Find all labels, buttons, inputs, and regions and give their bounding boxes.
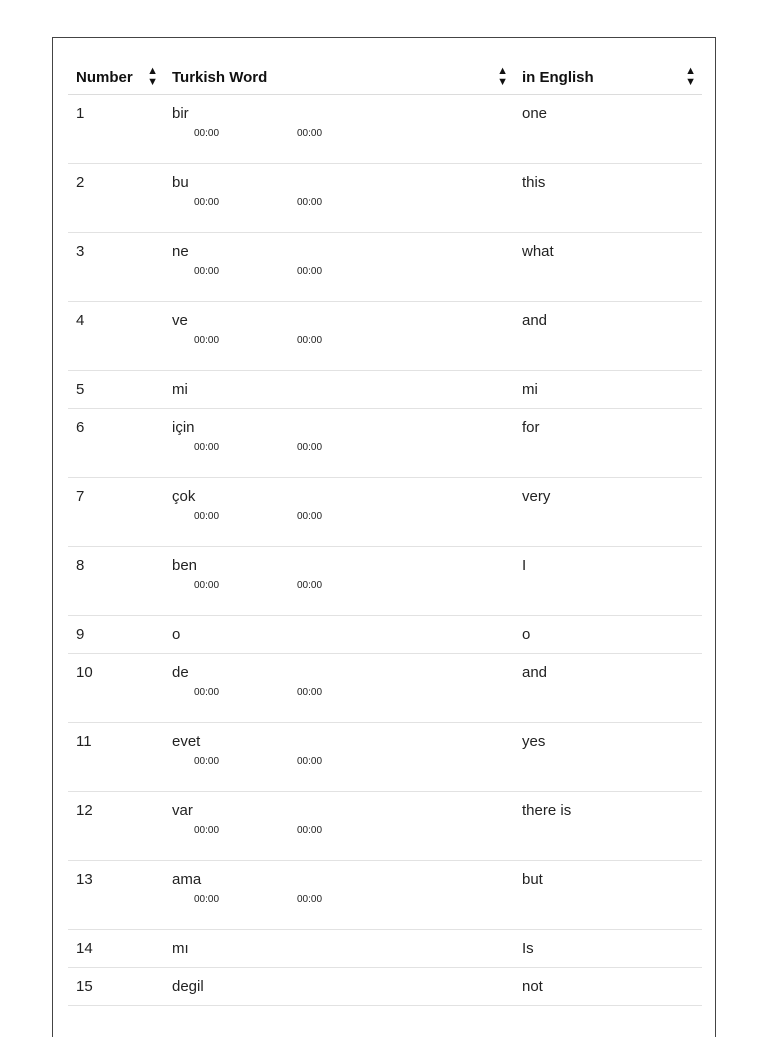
cell-english: there is xyxy=(514,792,702,861)
cell-english: Is xyxy=(514,930,702,968)
cell-turkish-word xyxy=(164,409,514,478)
cell-number: 10 xyxy=(68,654,164,723)
cell-number: 12 xyxy=(68,792,164,861)
cell-english: very xyxy=(514,478,702,547)
audio-duration: 00:00 xyxy=(297,580,323,591)
word-table-container xyxy=(52,37,716,1037)
column-header-label: Number xyxy=(76,68,133,86)
sort-updown-icon[interactable]: ▲ ▼ xyxy=(497,65,508,88)
audio-duration: 00:00 xyxy=(297,197,323,208)
sort-updown-icon[interactable]: ▲ ▼ xyxy=(685,65,696,88)
audio-player[interactable] xyxy=(172,507,506,531)
audio-player[interactable] xyxy=(172,683,506,707)
table-row xyxy=(68,930,702,968)
cell-turkish-word xyxy=(164,930,514,968)
cell-turkish-word xyxy=(164,861,514,930)
table-row xyxy=(68,233,702,302)
turkish-word: bu xyxy=(172,174,189,191)
cell-english: but xyxy=(514,861,702,930)
cell-number: 14 xyxy=(68,930,164,968)
turkish-word: bir xyxy=(172,105,189,122)
audio-duration: 00:00 xyxy=(297,128,323,139)
audio-duration: 00:00 xyxy=(297,442,323,453)
audio-duration: 00:00 xyxy=(297,756,323,767)
column-header-label: Turkish Word xyxy=(172,68,268,86)
audio-player[interactable] xyxy=(172,331,506,355)
audio-current-time: 00:00 xyxy=(194,442,220,453)
turkish-word: o xyxy=(172,626,181,643)
table-row xyxy=(68,164,702,233)
turkish-word: ve xyxy=(172,312,188,329)
cell-english: one xyxy=(514,95,702,164)
turkish-word: var xyxy=(172,802,193,819)
table-header-row xyxy=(68,60,702,95)
cell-english: what xyxy=(514,233,702,302)
cell-number: 13 xyxy=(68,861,164,930)
audio-player[interactable] xyxy=(172,752,506,776)
cell-number: 11 xyxy=(68,723,164,792)
turkish-word: de xyxy=(172,664,189,681)
cell-turkish-word xyxy=(164,723,514,792)
turkish-word: için xyxy=(172,419,195,436)
table-row xyxy=(68,723,702,792)
cell-number: 2 xyxy=(68,164,164,233)
audio-player[interactable] xyxy=(172,262,506,286)
table-row xyxy=(68,861,702,930)
cell-turkish-word xyxy=(164,302,514,371)
table-row xyxy=(68,654,702,723)
turkish-word: ama xyxy=(172,871,202,888)
table-row xyxy=(68,616,702,654)
audio-player[interactable] xyxy=(172,193,506,217)
turkish-word: mi xyxy=(172,381,188,398)
cell-english: mi xyxy=(514,371,702,409)
table-row xyxy=(68,302,702,371)
audio-current-time: 00:00 xyxy=(194,197,220,208)
cell-turkish-word xyxy=(164,233,514,302)
turkish-word: ben xyxy=(172,557,198,574)
audio-duration: 00:00 xyxy=(297,894,323,905)
turkish-word: çok xyxy=(172,488,196,505)
cell-turkish-word xyxy=(164,95,514,164)
column-header-number[interactable] xyxy=(68,60,164,95)
audio-duration: 00:00 xyxy=(297,825,323,836)
audio-current-time: 00:00 xyxy=(194,894,220,905)
cell-turkish-word xyxy=(164,478,514,547)
column-header-turkish-word[interactable] xyxy=(164,60,514,95)
audio-current-time: 00:00 xyxy=(194,128,220,139)
turkish-word: evet xyxy=(172,733,201,750)
audio-current-time: 00:00 xyxy=(194,335,220,346)
cell-english: I xyxy=(514,547,702,616)
table-row xyxy=(68,371,702,409)
audio-duration: 00:00 xyxy=(297,266,323,277)
cell-turkish-word xyxy=(164,371,514,409)
audio-player[interactable] xyxy=(172,890,506,914)
audio-duration: 00:00 xyxy=(297,335,323,346)
cell-number: 8 xyxy=(68,547,164,616)
table-row xyxy=(68,547,702,616)
cell-number: 9 xyxy=(68,616,164,654)
audio-current-time: 00:00 xyxy=(194,687,220,698)
cell-english: o xyxy=(514,616,702,654)
table-row xyxy=(68,968,702,1006)
audio-current-time: 00:00 xyxy=(194,756,220,767)
cell-number: 1 xyxy=(68,95,164,164)
audio-player[interactable] xyxy=(172,124,506,148)
cell-number: 7 xyxy=(68,478,164,547)
audio-duration: 00:00 xyxy=(297,511,323,522)
column-header-in-english[interactable] xyxy=(514,60,702,95)
audio-player[interactable] xyxy=(172,821,506,845)
turkish-word: degil xyxy=(172,978,204,995)
cell-english: not xyxy=(514,968,702,1006)
audio-current-time: 00:00 xyxy=(194,580,220,591)
table-row xyxy=(68,409,702,478)
cell-english: for xyxy=(514,409,702,478)
cell-turkish-word xyxy=(164,547,514,616)
cell-number: 6 xyxy=(68,409,164,478)
audio-current-time: 00:00 xyxy=(194,825,220,836)
word-table xyxy=(68,60,702,1006)
audio-current-time: 00:00 xyxy=(194,511,220,522)
cell-english: and xyxy=(514,654,702,723)
cell-turkish-word xyxy=(164,654,514,723)
cell-turkish-word xyxy=(164,164,514,233)
audio-player[interactable] xyxy=(172,576,506,600)
cell-turkish-word xyxy=(164,616,514,654)
audio-player[interactable] xyxy=(172,438,506,462)
table-row xyxy=(68,95,702,164)
table-row xyxy=(68,792,702,861)
cell-english: and xyxy=(514,302,702,371)
audio-duration: 00:00 xyxy=(297,687,323,698)
cell-number: 15 xyxy=(68,968,164,1006)
table-row xyxy=(68,478,702,547)
column-header-label: in English xyxy=(522,68,594,86)
cell-number: 3 xyxy=(68,233,164,302)
cell-english: yes xyxy=(514,723,702,792)
table-body xyxy=(68,95,702,1006)
cell-number: 5 xyxy=(68,371,164,409)
sort-updown-icon[interactable]: ▲ ▼ xyxy=(147,65,158,88)
cell-number: 4 xyxy=(68,302,164,371)
cell-turkish-word xyxy=(164,792,514,861)
cell-turkish-word xyxy=(164,968,514,1006)
turkish-word: mı xyxy=(172,940,189,957)
turkish-word: ne xyxy=(172,243,189,260)
audio-current-time: 00:00 xyxy=(194,266,220,277)
cell-english: this xyxy=(514,164,702,233)
